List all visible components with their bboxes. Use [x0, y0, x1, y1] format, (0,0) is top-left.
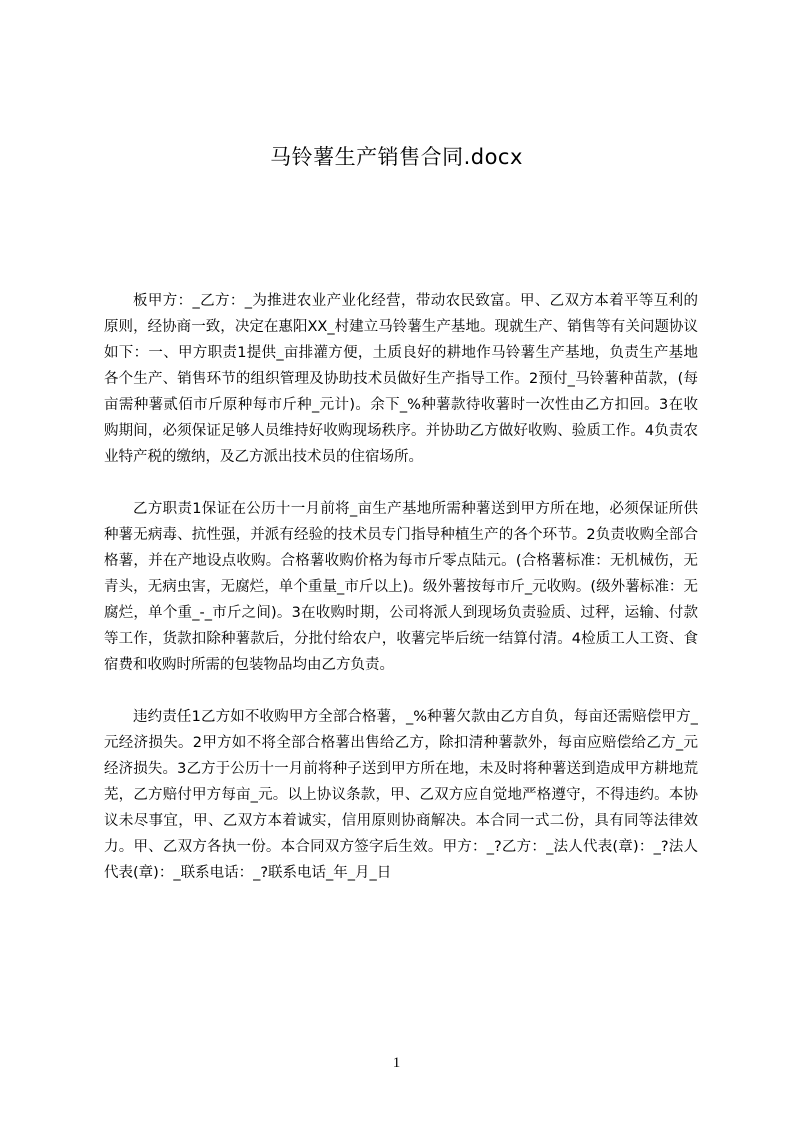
page-number: 1: [392, 1055, 401, 1071]
paragraph-party-b-duties: 乙方职责1保证在公历十一月前将_亩生产基地所需种薯送到甲方所在地，必须保证所供种薯无病毒、抗性强，并派有经验的技术员专门指导种植生产的各个环节。2负责收购全部合格薯，并在产地设点收购。合格薯收购价格为每市斤零点陆元。(合格薯标准：无机械伤，无青头，无病虫害，无腐烂，单个重量_市斤以上)。级外薯按每市斤_元收购。(级外薯标准：无腐烂，单个重_-_市斤之间)。3在收购时期，公司将派人到现场负责验质、过秤，运输、付款等工作，货款扣除种薯款后，分批付给农户，收薯完毕后统一结算付清。4检质工人工资、食宿费和收购时所需的包装物品均由乙方负责。: [104, 501, 698, 673]
document-body: [104, 288, 698, 912]
paragraph-party-a-duties: 板甲方：_乙方：_为推进农业产业化经营，带动农民致富。甲、乙双方本着平等互利的原则，经协商一致，决定在惠阳XX_村建立马铃薯生产基地。现就生产、销售等有关问题协议如下：一、甲方职责1提供_亩排灌方便，土质良好的耕地作马铃薯生产基地，负责生产基地各个生产、销售环节的组织管理及协助技术员做好生产指导工作。2预付_马铃薯种苗款，(每亩需种薯贰佰市斤原种每市斤种_元计)。余下_%种薯款待收薯时一次性由乙方扣回。3在收购期间，必须保证足够人员维持好收购现场秩序。并协助乙方做好收购、验质工作。4负责农业特产税的缴纳，及乙方派出技术员的住宿场所。: [104, 293, 698, 465]
paragraph-breach-liability: 违约责任1乙方如不收购甲方全部合格薯，_%种薯欠款由乙方自负，每亩还需赔偿甲方_元经济损失。2甲方如不将全部合格薯出售给乙方，除扣清种薯款外，每亩应赔偿给乙方_元经济损失。3乙方于公历十一月前将种子送到甲方所在地，未及时将种薯送到造成甲方耕地荒芜，乙方赔付甲方每亩_元。以上协议条款，甲、乙双方应自觉地严格遵守，不得违约。本协议未尽事宜，甲、乙双方本着诚实，信用原则协商解决。本合同一式二份，具有同等法律效力。甲、乙双方各执一份。本合同双方签字后生效。甲方：_?乙方：_法人代表(章)：_?法人代表(章)：_联系电话：_?联系电话_年_月_日: [104, 709, 698, 881]
document-title: 马铃薯生产销售合同.docx: [270, 145, 523, 169]
